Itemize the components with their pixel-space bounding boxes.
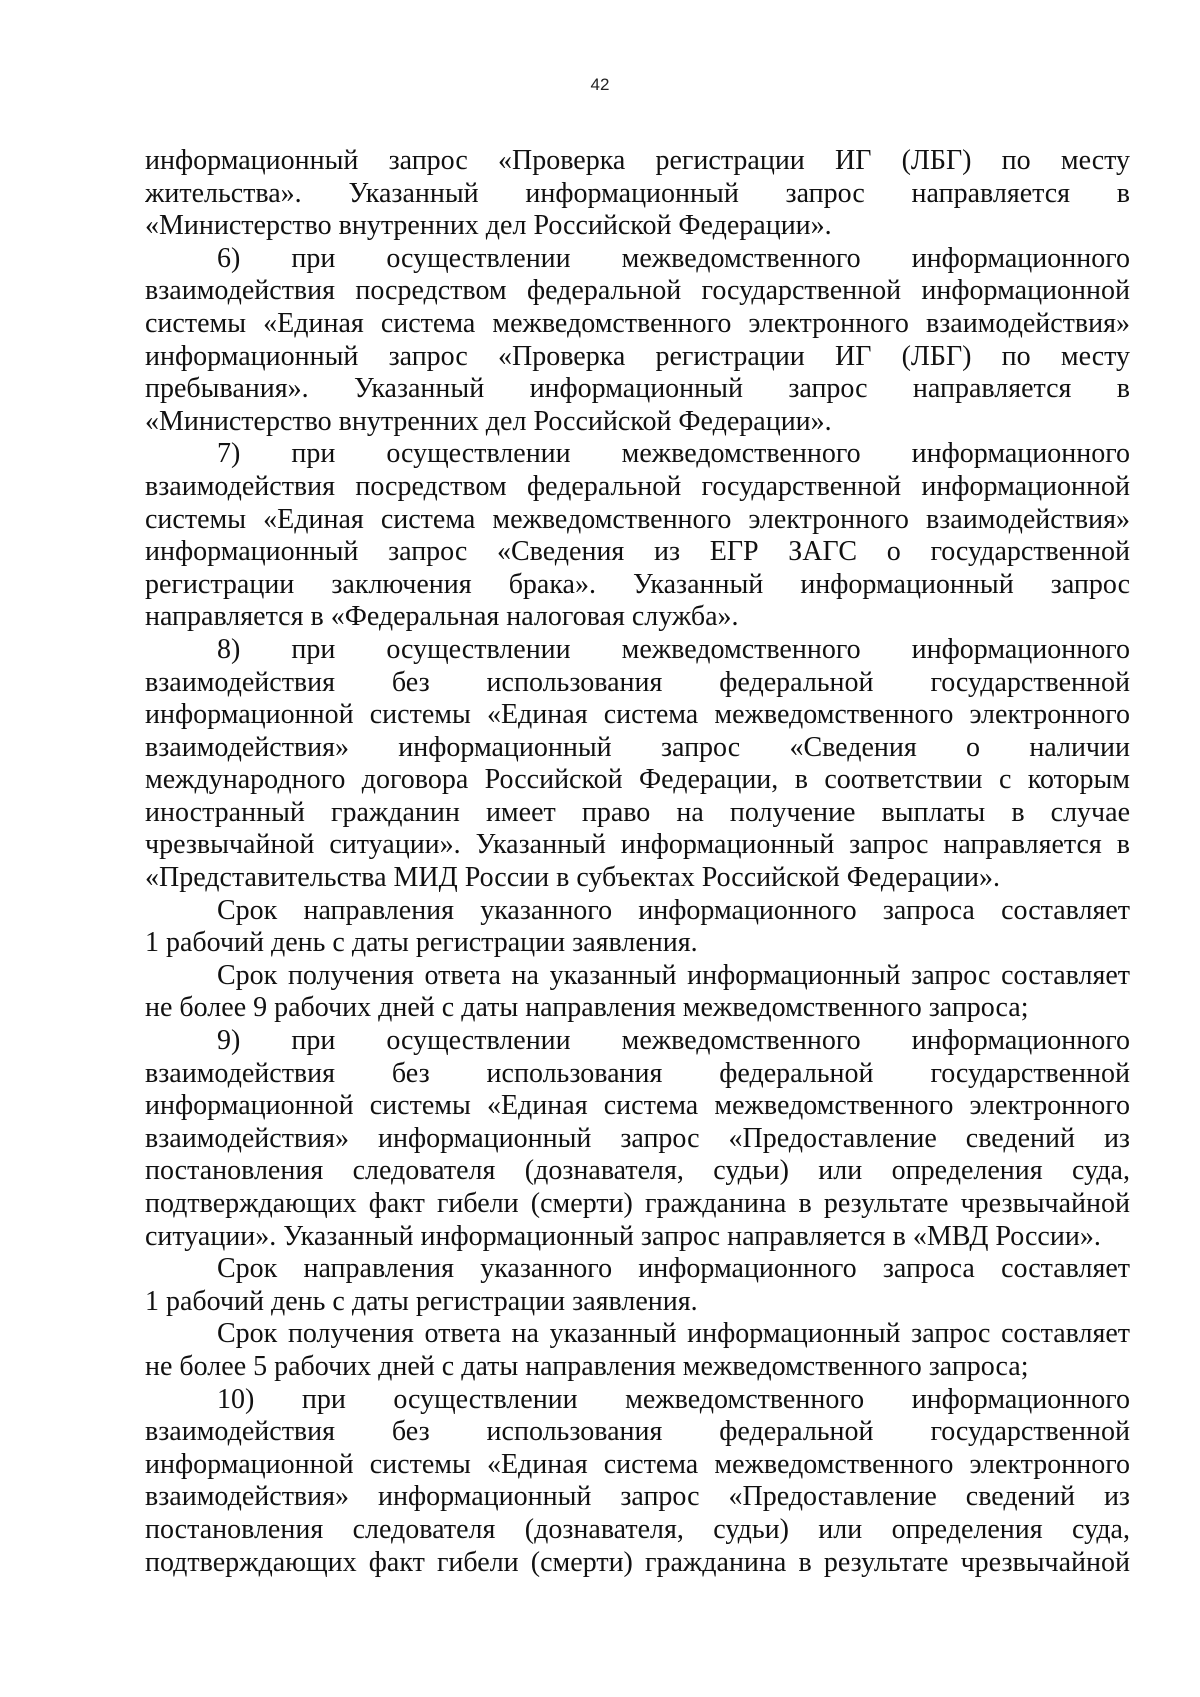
text-line: жительства». Указанный информационный запрос направляется в <box>145 177 1130 209</box>
text-line: направляется в «Федеральная налоговая служба». <box>145 601 739 633</box>
text-line: системы «Единая система межведомственного электронного взаимодействия» <box>145 307 1130 339</box>
text-line: иностранный гражданин имеет право на получение выплаты в случае <box>145 796 1130 828</box>
text-line: взаимодействия» информационный запрос «Сведения о наличии <box>145 731 1130 763</box>
text-line: подтверждающих факт гибели (смерти) гражданина в результате чрезвычайной <box>145 1546 1130 1578</box>
text-line: 7) при осуществлении межведомственного информационного <box>217 438 1130 470</box>
text-line: системы «Единая система межведомственного электронного взаимодействия» <box>145 503 1130 535</box>
text-line: пребывания». Указанный информационный запрос направляется в <box>145 373 1130 405</box>
text-line: подтверждающих факт гибели (смерти) гражданина в результате чрезвычайной <box>145 1188 1130 1219</box>
text-line: постановления следователя (дознавателя, судьи) или определения суда, <box>145 1155 1130 1187</box>
text-line: информационной системы «Единая система межведомственного электронного <box>145 1448 1130 1480</box>
text-line: чрезвычайной ситуации». Указанный информационный запрос направляется в <box>145 829 1130 861</box>
text-line: международного договора Российской Федерации, в соответствии с которым <box>145 764 1130 796</box>
text-line: информационной системы «Единая система межведомственного электронного <box>145 1090 1130 1122</box>
text-line: 6) при осуществлении межведомственного информационного <box>217 242 1130 274</box>
text-line: Срок направления указанного информационного запроса составляет <box>217 894 1130 926</box>
text-line: «Представительства МИД России в субъектах Российской Федерации». <box>145 862 1000 894</box>
text-line: постановления следователя (дознавателя, судьи) или определения суда, <box>145 1513 1130 1545</box>
document-body <box>145 145 1130 1579</box>
text-line: не более 5 рабочих дней с даты направления межведомственного запроса; <box>145 1350 1029 1382</box>
text-line: информационный запрос «Сведения из ЕГР ЗАГС о государственной <box>145 536 1130 568</box>
text-line: «Министерство внутренних дел Российской Федерации». <box>145 210 832 242</box>
text-line: 1 рабочий день с даты регистрации заявления. <box>145 927 698 959</box>
text-line: регистрации заключения брака». Указанный информационный запрос <box>145 568 1130 600</box>
page-number: 42 <box>590 75 610 94</box>
text-line: взаимодействия без использования федеральной государственной <box>145 1416 1130 1448</box>
text-line: не более 9 рабочих дней с даты направления межведомственного запроса; <box>145 992 1029 1024</box>
text-line: информационной системы «Единая система межведомственного электронного <box>145 699 1130 731</box>
text-line: 1 рабочий день с даты регистрации заявления. <box>145 1285 698 1317</box>
text-line: «Министерство внутренних дел Российской Федерации». <box>145 405 832 437</box>
text-line: взаимодействия посредством федеральной государственной информационной <box>145 275 1130 307</box>
text-line: взаимодействия посредством федеральной государственной информационной <box>145 470 1130 502</box>
text-line: информационный запрос «Проверка регистрации ИГ (ЛБГ) по месту <box>145 340 1130 372</box>
text-line: взаимодействия» информационный запрос «Предоставление сведений из <box>145 1122 1130 1154</box>
text-line: взаимодействия» информационный запрос «Предоставление сведений из <box>145 1481 1130 1513</box>
text-line: 9) при осуществлении межведомственного информационного <box>217 1025 1130 1057</box>
text-line: информационный запрос «Проверка регистрации ИГ (ЛБГ) по месту <box>145 145 1130 176</box>
text-line: взаимодействия без использования федеральной государственной <box>145 666 1130 698</box>
text-line: 8) при осуществлении межведомственного информационного <box>217 633 1130 665</box>
text-line: Срок получения ответа на указанный информационный запрос составляет <box>217 959 1130 991</box>
text-line: Срок получения ответа на указанный информационный запрос составляет <box>217 1318 1130 1350</box>
text-line: ситуации». Указанный информационный запрос направляется в «МВД России». <box>145 1220 1101 1252</box>
text-line: 10) при осуществлении межведомственного информационного <box>217 1383 1130 1415</box>
text-line: взаимодействия без использования федеральной государственной <box>145 1057 1130 1089</box>
text-line: Срок направления указанного информационного запроса составляет <box>217 1253 1130 1285</box>
